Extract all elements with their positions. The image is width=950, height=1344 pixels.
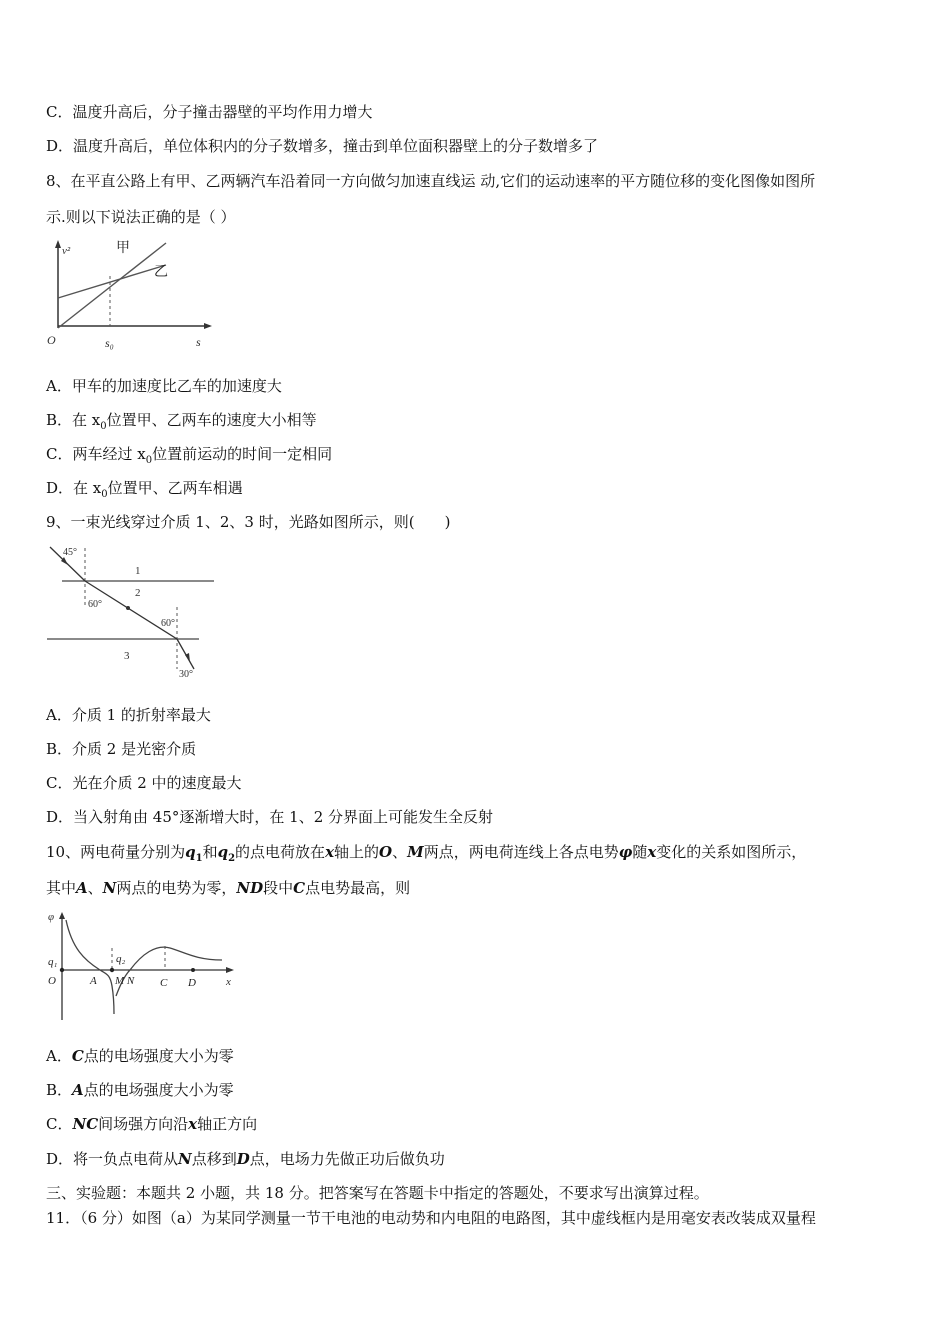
charge-q2-dot [110,968,114,972]
y-axis-label: v² [62,245,71,257]
q10-option-d: D．将一负点电荷从N点移到D点，电场力先做正功后做负功 [46,1150,445,1168]
angle-60-label-b: 60° [161,618,175,629]
q9-stem: 9、一束光线穿过介质 1、2、3 时，光路如图所示，则( ) [46,513,451,531]
x-axis-arrow [226,967,234,973]
q2-label: q₂ [116,953,126,965]
angle-30-label: 30° [179,669,193,680]
q10-option-a: A．C点的电场强度大小为零 [46,1047,234,1065]
medium-1-label: 1 [135,565,141,577]
angle-45-label: 45° [63,547,77,558]
a-label: A [90,975,97,987]
ray-arrow-2 [126,606,130,610]
line-jia [58,243,166,328]
point-d-dot [191,968,195,972]
q7-option-d: D．温度升高后，单位体积内的分子数增多，撞击到单位面积器壁上的分子数增多了 [46,137,599,155]
origin-label: O [48,975,56,987]
section-3-heading: 三、实验题：本题共 2 小题，共 18 分。把答案写在答题卡中指定的答题处，不要求写出演算过程。 [46,1184,709,1202]
q8-v2-s-graph [44,238,219,350]
q7-option-c: C．温度升高后，分子撞击器壁的平均作用力增大 [46,103,373,121]
q10-option-b: B．A点的电场强度大小为零 [46,1081,234,1099]
s0-tick-label: s₀ [105,336,114,350]
y-axis-arrow [55,240,61,248]
x-axis-label: s [196,335,201,349]
label-yi: 乙 [154,265,168,280]
d-label: D [188,977,196,989]
q8-stem-line2: 示.则以下说法正确的是（ ） [46,208,236,226]
q8-option-d: D．在 $x_0$位置甲、乙两车相遇 [46,479,243,500]
x-axis-arrow [204,323,212,329]
medium-2-label: 2 [135,587,141,599]
q10-potential-graph [44,908,244,1023]
q8-option-c: C．两车经过 $x_0$位置前运动的时间一定相同 [46,445,333,466]
q9-option-d: D．当入射角由 45°逐渐增大时，在 1、2 分界面上可能发生全反射 [46,808,494,826]
label-jia: 甲 [116,241,130,256]
q1-label: q₁ [48,956,58,968]
potential-curve-right [116,947,222,996]
q10-stem-line2: 其中A、N两点的电势为零，ND段中C点电势最高，则 [46,879,411,897]
medium-3-label: 3 [124,650,130,662]
q10-stem-line1: 10、两电荷量分别为$q_1$和$q_2$的点电荷放在x轴上的O、M两点，两电荷连线上各点电势φ随x变化的关系如图所示， [46,843,807,864]
mn-label: M N [115,975,135,987]
potential-curve-left [66,920,114,1014]
q10-option-c: C．NC间场强方向沿x轴正方向 [46,1115,258,1133]
x-label: x [226,976,231,988]
q11-stem: 11．（6 分）如图（a）为某同学测量一节干电池的电动势和内电阻的电路图，其中虚线框内是用毫安表改装成双量程 [46,1209,816,1227]
origin-label: O [47,333,56,347]
c-label: C [160,977,168,989]
angle-60-label-a: 60° [88,599,102,610]
phi-label: φ [48,911,55,923]
q9-option-b: B．介质 2 是光密介质 [46,740,197,758]
q9-light-path-figure [44,543,219,683]
q8-option-a: A．甲车的加速度比乙车的加速度大 [46,377,282,395]
ray-medium-2 [85,581,177,639]
phi-axis-arrow [59,912,65,919]
charge-q1-dot [60,968,64,972]
line-yi [58,265,166,298]
ray-medium-3 [177,639,194,669]
q9-option-c: C．光在介质 2 中的速度最大 [46,774,242,792]
q9-option-a: A．介质 1 的折射率最大 [46,706,211,724]
q8-stem-line1: 8、在平直公路上有甲、乙两辆汽车沿着同一方向做匀加速直线运 动,它们的运动速率的平方随位移的变化图像如图所 [46,172,816,190]
q8-option-b: B．在 $x_0$位置甲、乙两车的速度大小相等 [46,411,317,432]
